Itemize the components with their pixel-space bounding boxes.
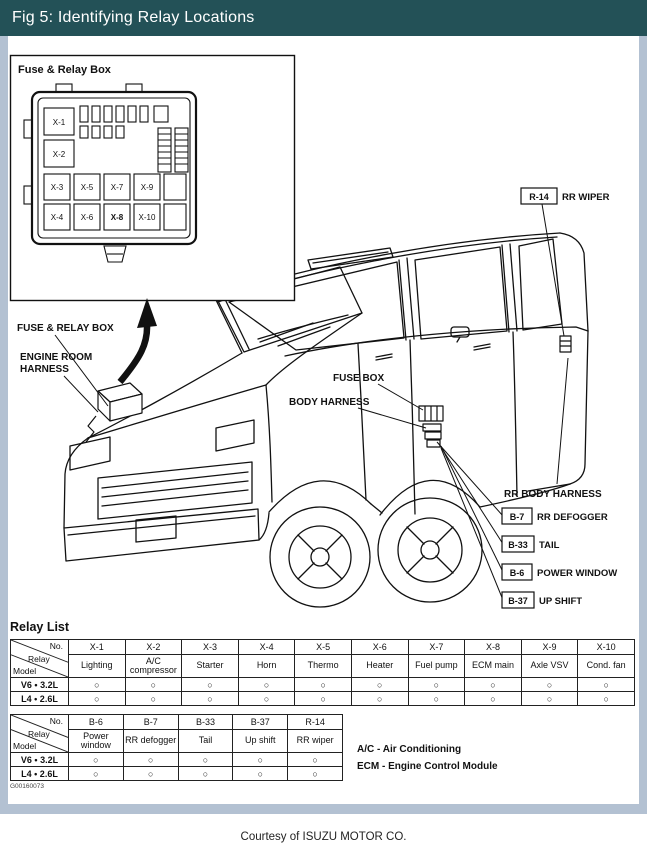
model-label: L4 • 2.6L <box>11 692 69 706</box>
mark-cell: ○ <box>125 678 182 692</box>
col-code: B-33 <box>178 715 233 730</box>
mark-cell: ○ <box>351 678 408 692</box>
relay-slot-x5: X-5 <box>80 183 94 192</box>
callout-engine-room-harness-2: HARNESS <box>20 364 69 375</box>
relay-name: Up shift <box>233 730 288 753</box>
mark-cell: ○ <box>288 753 343 767</box>
callout-rr-body-harness: RR BODY HARNESS <box>504 489 602 500</box>
relay-name: A/C compressor <box>125 655 182 678</box>
relay-name: Cond. fan <box>578 655 635 678</box>
corner-no: No. <box>49 641 63 651</box>
relay-table-main <box>10 639 635 706</box>
legend-ecm: ECM - Engine Control Module <box>357 761 498 772</box>
code-b6: B-6 <box>509 568 525 578</box>
corner-no: No. <box>49 716 63 726</box>
col-code: R-14 <box>288 715 343 730</box>
mark-cell: ○ <box>182 692 239 706</box>
code-b37: B-37 <box>508 596 528 606</box>
mark-cell: ○ <box>238 678 295 692</box>
mark-cell: ○ <box>578 678 635 692</box>
callout-engine-room-harness-1: ENGINE ROOM <box>20 352 93 363</box>
model-label: V6 • 3.2L <box>11 753 69 767</box>
corner-relay: Relay <box>28 654 50 664</box>
mark-cell: ○ <box>233 753 288 767</box>
mark-cell: ○ <box>69 753 124 767</box>
mark-cell: ○ <box>465 678 522 692</box>
model-label: L4 • 2.6L <box>11 767 69 781</box>
col-code: X-4 <box>238 640 295 655</box>
relay-name: Fuel pump <box>408 655 465 678</box>
mark-cell: ○ <box>351 692 408 706</box>
label-up-shift: UP SHIFT <box>539 596 583 607</box>
relay-name: Power window <box>69 730 124 753</box>
mark-cell: ○ <box>233 767 288 781</box>
figure-number: G00160073 <box>10 783 44 790</box>
label-power-window: POWER WINDOW <box>537 568 618 579</box>
relay-name: Axle VSV <box>521 655 578 678</box>
col-code: X-3 <box>182 640 239 655</box>
corner-relay: Relay <box>28 729 50 739</box>
relay-slot-x8: X-8 <box>110 213 124 222</box>
relay-slot-x2: X-2 <box>52 150 66 159</box>
label-rr-wiper: RR WIPER <box>562 192 610 203</box>
pointer-arrow <box>120 298 157 382</box>
courtesy-note: Courtesy of ISUZU MOTOR CO. <box>0 814 647 860</box>
relay-slot-x1: X-1 <box>52 118 66 127</box>
relay-slot-x4: X-4 <box>50 213 64 222</box>
col-code: X-10 <box>578 640 635 655</box>
mark-cell: ○ <box>123 753 178 767</box>
mark-cell: ○ <box>69 678 126 692</box>
mark-cell: ○ <box>178 767 233 781</box>
mark-cell: ○ <box>288 767 343 781</box>
harness-connectors <box>86 336 571 447</box>
corner-model: Model <box>13 666 37 676</box>
mark-cell: ○ <box>295 678 352 692</box>
relay-slot-x10: X-10 <box>138 213 156 222</box>
mark-cell: ○ <box>69 692 126 706</box>
mark-cell: ○ <box>295 692 352 706</box>
table-corner-cell <box>11 715 69 753</box>
relay-name: Starter <box>182 655 239 678</box>
relay-slot-x6: X-6 <box>80 213 94 222</box>
col-code: X-6 <box>351 640 408 655</box>
mark-cell: ○ <box>465 692 522 706</box>
rear-wiper-connector <box>560 336 571 352</box>
label-tail: TAIL <box>539 540 560 551</box>
col-code: B-37 <box>233 715 288 730</box>
col-code: X-2 <box>125 640 182 655</box>
mark-cell: ○ <box>182 678 239 692</box>
corner-model: Model <box>13 741 37 751</box>
relay-list-section <box>10 620 637 790</box>
relay-slot-x9: X-9 <box>140 183 154 192</box>
abbreviation-legend <box>357 741 498 775</box>
col-code: B-6 <box>69 715 124 730</box>
relay-name: Tail <box>178 730 233 753</box>
relay-slot-x7: X-7 <box>110 183 124 192</box>
relay-slot-x3: X-3 <box>50 183 64 192</box>
mark-cell: ○ <box>521 692 578 706</box>
col-code: X-8 <box>465 640 522 655</box>
relay-name: ECM main <box>465 655 522 678</box>
col-code: X-7 <box>408 640 465 655</box>
mark-cell: ○ <box>123 767 178 781</box>
relay-list-heading: Relay List <box>10 620 70 634</box>
code-b33: B-33 <box>508 540 528 550</box>
legend-ac: A/C - Air Conditioning <box>357 744 462 755</box>
relay-name: RR wiper <box>288 730 343 753</box>
col-code: X-5 <box>295 640 352 655</box>
callout-fuse-box: FUSE BOX <box>333 373 385 384</box>
figure-titlebar <box>0 0 647 36</box>
mark-cell: ○ <box>521 678 578 692</box>
relay-name: Thermo <box>295 655 352 678</box>
mark-cell: ○ <box>408 692 465 706</box>
relay-location-diagram <box>8 36 639 621</box>
callout-body-harness: BODY HARNESS <box>289 397 370 408</box>
mark-cell: ○ <box>69 767 124 781</box>
relay-name: Lighting <box>69 655 126 678</box>
figure-title: Fig 5: Identifying Relay Locations <box>12 9 255 26</box>
mark-cell: ○ <box>408 678 465 692</box>
mark-cell: ○ <box>578 692 635 706</box>
fuse-relay-box-inset <box>11 56 295 301</box>
mark-cell: ○ <box>125 692 182 706</box>
col-code: X-1 <box>69 640 126 655</box>
col-code: X-9 <box>521 640 578 655</box>
relay-name: Horn <box>238 655 295 678</box>
table-corner-cell <box>11 640 69 678</box>
figure-content <box>8 36 639 804</box>
inset-heading: Fuse & Relay Box <box>18 64 111 76</box>
relay-name: RR defogger <box>123 730 178 753</box>
page-frame <box>0 36 647 814</box>
label-rr-defogger: RR DEFOGGER <box>537 512 608 523</box>
code-r14: R-14 <box>529 192 549 202</box>
mark-cell: ○ <box>178 753 233 767</box>
model-label: V6 • 3.2L <box>11 678 69 692</box>
relay-name: Heater <box>351 655 408 678</box>
relay-table-secondary <box>10 714 343 781</box>
col-code: B-7 <box>123 715 178 730</box>
mark-cell: ○ <box>238 692 295 706</box>
code-b7: B-7 <box>509 512 525 522</box>
callout-fuse-relay-box: FUSE & RELAY BOX <box>17 323 114 334</box>
